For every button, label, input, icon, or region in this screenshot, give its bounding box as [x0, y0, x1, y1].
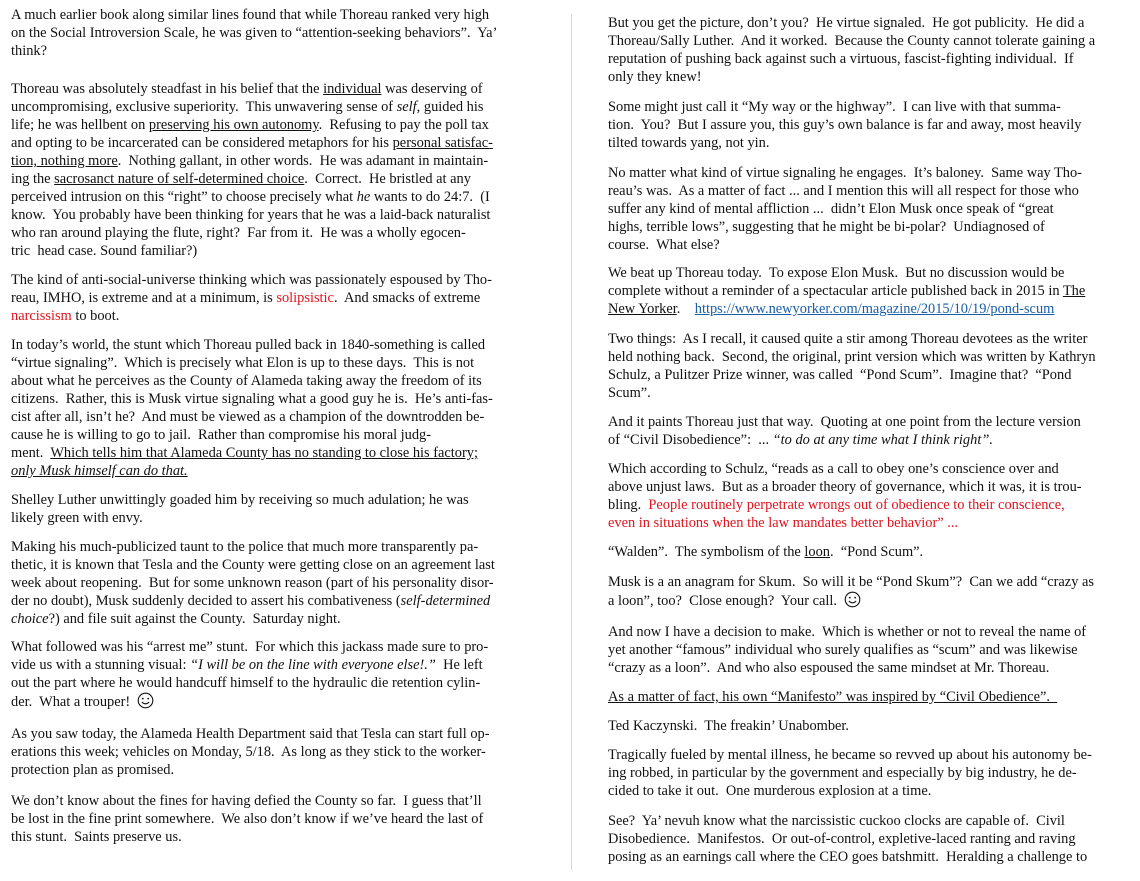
- italic-text: self-determined: [400, 593, 491, 609]
- text-line: But you get the picture, don’t you? He virtue signaled. He got publicity. He did a: [608, 15, 1085, 31]
- smiley-face-icon: [137, 692, 154, 714]
- text-line: citizens. Rather, this is Musk virtue signaling what a good guy he is. He’s anti-fas-: [11, 391, 493, 407]
- underlined-text: tion, nothing more: [11, 153, 118, 169]
- text-line: about what he perceives as the County of Alameda taking away the freedom of its: [11, 373, 482, 389]
- right-paragraph-3: [608, 164, 1134, 254]
- text-line: The kind of anti-social-universe thinking which was passionately espoused by Tho-: [11, 272, 492, 288]
- italic-text: “to do at any time what I think right”.: [772, 432, 993, 448]
- text-run: ing the: [11, 171, 55, 187]
- red-emphasis-text: narcissism: [11, 308, 72, 324]
- right-paragraph-4: [608, 264, 1134, 318]
- right-paragraph-9: [608, 573, 1134, 613]
- text-line: thetic, it is known that Tesla and the County were getting close on an agreement last: [11, 557, 495, 573]
- text-line: [11, 188, 539, 206]
- right-paragraph-1: [608, 14, 1134, 86]
- text-run: . “Pond Scum”.: [830, 544, 924, 560]
- text-line: ing robbed, in particular by the government and especially by big industry, he de-: [608, 765, 1077, 781]
- new-yorker-article-link[interactable]: https://www.newyorker.com/magazine/2015/10/19/pond-scum: [694, 301, 1055, 317]
- text-line: [11, 462, 539, 480]
- text-run: Thoreau was absolutely steadfast in his belief that the: [11, 81, 324, 97]
- text-line: suffer any kind of mental affliction ... didn’t Elon Musk once speak of “great: [608, 201, 1054, 217]
- text-line: reau’s was. As a matter of fact ... and I mention this will all respect for those who: [608, 183, 1079, 199]
- text-line: reputation of pushing back against such a virtuous, fascist-fighting individual. If: [608, 51, 1074, 67]
- text-line: [11, 98, 539, 116]
- text-line: be lost in the fine print somewhere. We also don’t know if we’ve heard the last of: [11, 811, 484, 827]
- text-run: . Nothing gallant, in other words. He was adamant in maintain-: [117, 153, 489, 169]
- underlined-text: sacrosanct nature of self-determined choice: [54, 171, 305, 187]
- text-line: “crazy as a loon”. And who also espoused the same mindset at Mr. Thoreau.: [608, 660, 1050, 676]
- right-paragraph-7: [608, 460, 1134, 532]
- text-line: Ted Kaczynski. The freakin’ Unabomber.: [608, 718, 850, 734]
- italic-text: “I will be on the line with everyone else!.”: [190, 657, 436, 673]
- text-run: .: [676, 301, 695, 317]
- text-line: [608, 431, 1134, 449]
- text-line: cided to take it out. One murderous explosion at a time.: [608, 783, 932, 799]
- text-line: on the Social Introversion Scale, he was given to “attention-seeking behaviors”. Ya’: [11, 25, 498, 41]
- text-run: . And smacks of extreme: [333, 290, 481, 306]
- underlined-text: Which tells him that Alameda County has no standing to close his factory;: [50, 445, 478, 461]
- text-line: We beat up Thoreau today. To expose Elon Musk. But no discussion would be: [608, 265, 1065, 281]
- text-line: [11, 289, 539, 307]
- left-paragraph-4: [11, 336, 539, 480]
- text-run: complete without a reminder of a spectacular article published back in 2015 in: [608, 283, 1063, 299]
- text-line: cause he is willing to go to jail. Rather than compromise his moral judg-: [11, 427, 432, 443]
- underlined-text: preserving his own autonomy: [148, 117, 319, 133]
- text-run: was deserving of: [381, 81, 483, 97]
- text-line: [11, 152, 539, 170]
- smiley-face-icon: [844, 591, 861, 613]
- left-paragraph-5: [11, 491, 539, 527]
- text-run: der. What a trouper!: [11, 694, 138, 710]
- text-line: held nothing back. Second, the original, print version which was written by Kathryn: [608, 349, 1096, 365]
- left-paragraph-9: [11, 792, 539, 846]
- text-line: Disobedience. Manifestos. Or out-of-control, expletive-laced ranting and raving: [608, 831, 1076, 847]
- text-run: der no doubt), Musk suddenly decided to assert his combativeness (: [11, 593, 401, 609]
- text-line: [11, 610, 539, 628]
- text-line: [11, 116, 539, 134]
- left-paragraph-8: [11, 725, 539, 779]
- right-paragraph-8: [608, 543, 1134, 561]
- right-paragraph-12: [608, 717, 1134, 735]
- text-run: a loon”, too? Close enough? Your call.: [608, 593, 845, 609]
- text-line: [608, 300, 1134, 318]
- underlined-text: individual: [323, 81, 382, 97]
- text-line: this stunt. Saints preserve us.: [11, 829, 182, 845]
- text-line: And now I have a decision to make. Which is whether or not to reveal the name of: [608, 624, 1087, 640]
- text-line: [608, 282, 1134, 300]
- text-run: life; he was hellbent on: [11, 117, 149, 133]
- text-run: . Correct. He bristled at any: [304, 171, 471, 187]
- underlined-text: New Yorker: [608, 301, 677, 317]
- text-line: Shelley Luther unwittingly goaded him by receiving so much adulation; he was: [11, 492, 469, 508]
- right-paragraph-13: [608, 746, 1134, 800]
- text-run: , guided his: [416, 99, 484, 115]
- text-line: A much earlier book along similar lines found that while Thoreau ranked very high: [11, 7, 490, 23]
- text-line: [11, 656, 539, 674]
- underlined-text: As a matter of fact, his own “Manifesto” was inspired by “Civil Obedience”.: [608, 689, 1058, 705]
- text-line: cist after all, isn’t he? And must be viewed as a champion of the downtrodden be-: [11, 409, 485, 425]
- italic-text: he: [356, 189, 371, 205]
- text-line: [608, 514, 1134, 532]
- italic-text: choice: [11, 611, 49, 627]
- italic-text: self: [396, 99, 417, 115]
- right-paragraph-14: [608, 812, 1134, 866]
- text-line: Schulz, a Pulitzer Prize winner, was called “Pond Scum”. Imagine that? “Pond: [608, 367, 1072, 383]
- text-run: perceived intrusion on this “right” to choose precisely what: [11, 189, 357, 205]
- underlined-text: The: [1062, 283, 1086, 299]
- text-line: tilted towards yang, not yin.: [608, 135, 770, 151]
- text-line: only they knew!: [608, 69, 702, 85]
- text-line: Scum”.: [608, 385, 651, 401]
- text-run: uncompromising, exclusive superiority. This unwavering sense of: [11, 99, 397, 115]
- text-line: Thoreau/Sally Luther. And it worked. Because the County cannot tolerate gaining a: [608, 33, 1096, 49]
- text-run: vide us with a stunning visual:: [11, 657, 191, 673]
- underlined-text: personal satisfac-: [392, 135, 493, 151]
- text-line: posing as an earnings call where the CEO goes batshmitt. Heralding a challenge to: [608, 849, 1088, 865]
- text-run: . Refusing to pay the poll tax: [318, 117, 489, 133]
- text-line: Musk is a an anagram for Skum. So will it be “Pond Skum”? Can we add “crazy as: [608, 574, 1094, 590]
- left-paragraph-1: [11, 6, 539, 60]
- text-line: [11, 170, 539, 188]
- text-line: Making his much-publicized taunt to the police that much more transparently pa-: [11, 539, 479, 555]
- text-line: We don’t know about the fines for having defied the County so far. I guess that’ll: [11, 793, 482, 809]
- left-paragraph-6: [11, 538, 539, 628]
- text-line: Some might just call it “My way or the highway”. I can live with that summa-: [608, 99, 1061, 115]
- underlined-text: loon: [804, 544, 830, 560]
- text-line: As you saw today, the Alameda Health Department said that Tesla can start full op-: [11, 726, 490, 742]
- text-line: who ran around playing the flute, right? Far from it. He was a wholly egocen-: [11, 225, 466, 241]
- text-run: ?) and file suit against the County. Saturday night.: [48, 611, 341, 627]
- text-run: bling.: [608, 497, 649, 513]
- text-line: tion. You? But I assure you, this guy’s own balance is far and away, most heavily: [608, 117, 1082, 133]
- text-line: [608, 543, 1134, 561]
- text-line: out the part where he would handcuff himself to the hydraulic die retention cylin-: [11, 675, 481, 691]
- text-line: [11, 692, 539, 714]
- text-line: In today’s world, the stunt which Thoreau pulled back in 1840-something is called: [11, 337, 486, 353]
- right-paragraph-10: [608, 623, 1134, 677]
- right-paragraph-2: [608, 98, 1134, 152]
- text-line: See? Ya’ nevuh know what the narcissistic cuckoo clocks are capable of. Civil: [608, 813, 1065, 829]
- text-line: [11, 307, 539, 325]
- left-paragraph-3: [11, 271, 539, 325]
- text-line: [11, 592, 539, 610]
- right-paragraph-5: [608, 330, 1134, 402]
- text-line: And it paints Thoreau just that way. Quoting at one point from the lecture version: [608, 414, 1081, 430]
- text-line: No matter what kind of virtue signaling he engages. It’s baloney. Same way Tho-: [608, 165, 1082, 181]
- left-paragraph-2: [11, 80, 539, 260]
- text-run: wants to do 24:7. (I: [370, 189, 490, 205]
- text-line: What followed was his “arrest me” stunt. For which this jackass made sure to pro-: [11, 639, 489, 655]
- text-line: above unjust laws. But as a broader theory of governance, which it was, it is trou-: [608, 479, 1082, 495]
- text-run: reau, IMHO, is extreme and at a minimum, is: [11, 290, 277, 306]
- text-line: “virtue signaling”. Which is precisely what Elon is up to these days. This is not: [11, 355, 475, 371]
- text-line: [608, 496, 1134, 514]
- text-line: [11, 444, 539, 462]
- text-run: ment.: [11, 445, 51, 461]
- text-run: and opting to be incarcerated can be considered metaphors for his: [11, 135, 393, 151]
- text-run: “Walden”. The symbolism of the: [608, 544, 805, 560]
- text-line: [11, 80, 539, 98]
- text-line: think?: [11, 43, 47, 59]
- left-paragraph-7: [11, 638, 539, 714]
- red-emphasis-text: solipsistic: [276, 290, 334, 306]
- text-line: [608, 688, 1134, 706]
- text-run: He left: [435, 657, 483, 673]
- text-line: week about reopening. But for some unknown reason (part of his personality disor-: [11, 575, 494, 591]
- text-line: protection plan as promised.: [11, 762, 175, 778]
- text-line: tric head case. Sound familiar?): [11, 243, 198, 259]
- text-line: highs, terrible lows”, suggesting that he might be bi-polar? Undiagnosed of: [608, 219, 1045, 235]
- text-line: Which according to Schulz, “reads as a call to obey one’s conscience over and: [608, 461, 1059, 477]
- text-line: [11, 134, 539, 152]
- text-line: likely green with envy.: [11, 510, 143, 526]
- text-line: Two things: As I recall, it caused quite a stir among Thoreau devotees as the writer: [608, 331, 1088, 347]
- text-run: of “Civil Disobedience”: ...: [608, 432, 773, 448]
- red-emphasis-text: even in situations when the law mandates better behavior” ...: [608, 515, 959, 531]
- text-line: Tragically fueled by mental illness, he became so revved up about his autonomy be-: [608, 747, 1092, 763]
- text-line: erations this week; vehicles on Monday, 5/18. As long as they stick to the worker-: [11, 744, 486, 760]
- text-line: yet another “famous” individual who surely qualifies as “scum” and was likewise: [608, 642, 1078, 658]
- right-paragraph-11: [608, 688, 1134, 706]
- text-run: to boot.: [71, 308, 120, 324]
- text-line: [608, 591, 1134, 613]
- column-divider: [571, 14, 572, 870]
- text-line: know. You probably have been thinking for years that he was a laid-back naturalist: [11, 207, 491, 223]
- underlined-italic-text: only Musk himself can do that.: [11, 463, 188, 479]
- red-emphasis-text: People routinely perpetrate wrongs out of obedience to their conscience,: [648, 497, 1065, 513]
- text-line: course. What else?: [608, 237, 720, 253]
- right-paragraph-6: [608, 413, 1134, 449]
